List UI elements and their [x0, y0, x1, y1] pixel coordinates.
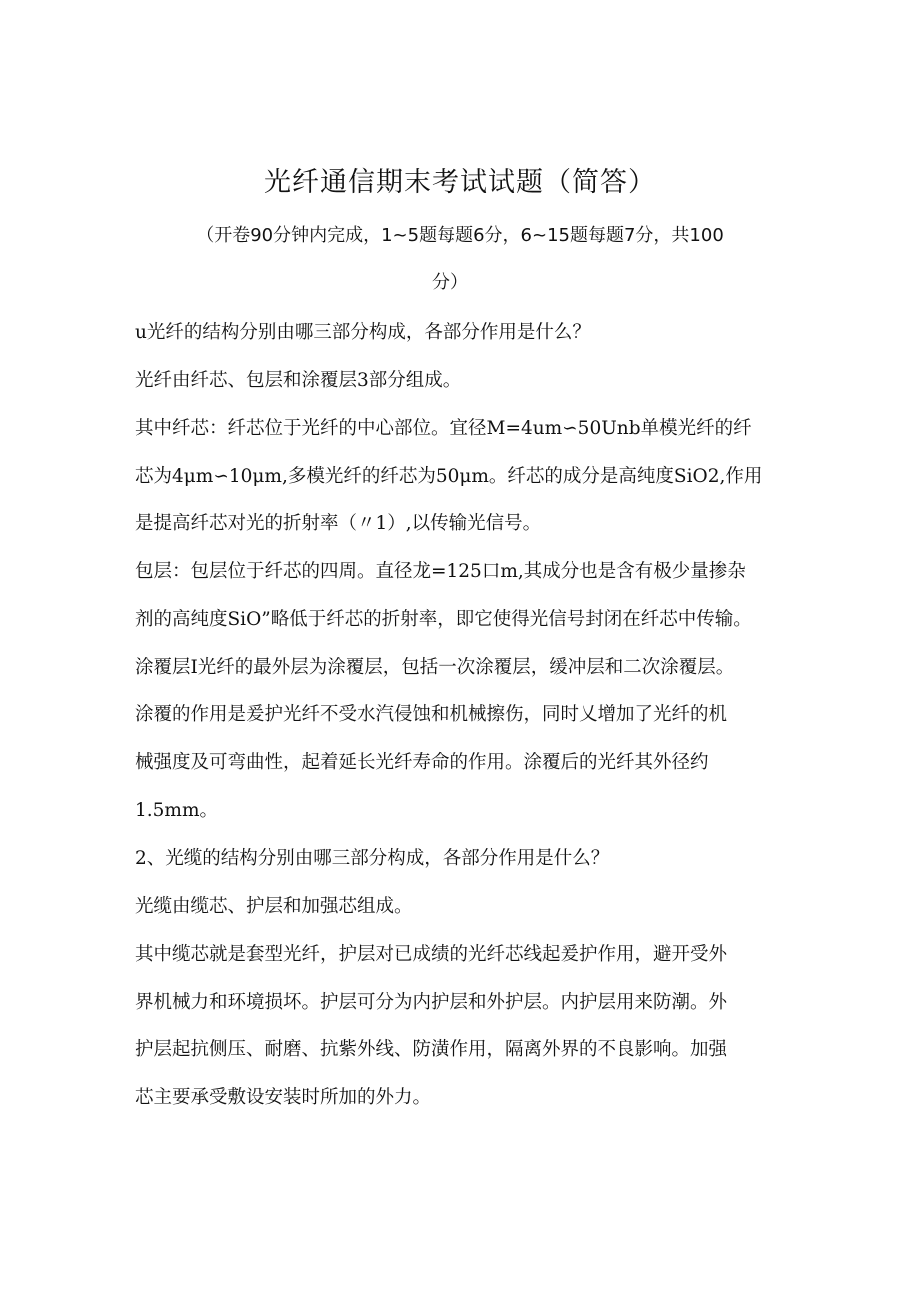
- answer-2-line-1: 其中缆芯就是套型光纤，护层对已成绩的光纤芯线起爰护作用，避开受外: [135, 944, 728, 965]
- exam-instructions-line-1: （开卷90分钟内完成，1~5题每题6分，6~15题每题7分，共100: [196, 225, 724, 246]
- answer-1-coating-line-3: 械强度及可弯曲性，起着延长光纤寿命的作用。涂覆后的光纤其外径约: [135, 752, 709, 773]
- answer-1-coating-line-1: 涂覆层I光纤的最外层为涂覆层，包括一次涂覆层，缓冲层和二次涂覆层。: [135, 657, 735, 678]
- answer-1-coating-line-2: 涂覆的作用是爰护光纤不受水汽侵蚀和机械擦伤，同时乂增加了光纤的机: [135, 704, 728, 725]
- answer-1-coating-line-4: 1.5mm。: [135, 800, 219, 821]
- answer-1-core-line-2: 芯为4μm∽10μm,多模光纤的纤芯为50μm。纤芯的成分是高纯度SiO2,作用: [135, 466, 763, 487]
- question-1-heading: u光纤的结构分别由哪三部分构成，各部分作用是什么？: [135, 322, 591, 343]
- answer-2-line-3: 护层起抗侧压、耐磨、抗紫外线、防潢作用，隔离外界的不良影响。加强: [135, 1039, 728, 1060]
- answer-1-summary: 光纤由纤芯、包层和涂覆层3部分组成。: [135, 370, 462, 391]
- answer-1-core-line-3: 是提高纤芯对光的折射率（〃1）,以传输光信号。: [135, 513, 542, 534]
- answer-1-cladding-line-2: 剂的高纯度SiO”略低于纤芯的折射率，即它使得光信号封闭在纤芯中传输。: [135, 609, 752, 630]
- answer-1-cladding-line-1: 包层：包层位于纤芯的四周。直径龙=125口m,其成分也是含有极少量掺杂: [135, 561, 746, 582]
- answer-1-core-line-1: 其中纤芯：纤芯位于光纤的中心部位。宜径M=4um∽50Unb单模光纤的纤: [135, 418, 752, 439]
- answer-2-summary: 光缆由缆芯、护层和加强芯组成。: [135, 896, 413, 917]
- answer-2-line-4: 芯主要承受敷设安装时所加的外力。: [135, 1087, 432, 1108]
- question-2-heading: 2、光缆的结构分别由哪三部分构成，各部分作用是什么？: [135, 848, 610, 869]
- answer-2-line-2: 界机械力和环境损坏。护层可分为内护层和外护层。内护层用来防潮。外: [135, 992, 728, 1013]
- document-title: 光纤通信期末考试试题（简答）: [264, 167, 656, 198]
- exam-instructions-line-2: 分）: [432, 272, 468, 293]
